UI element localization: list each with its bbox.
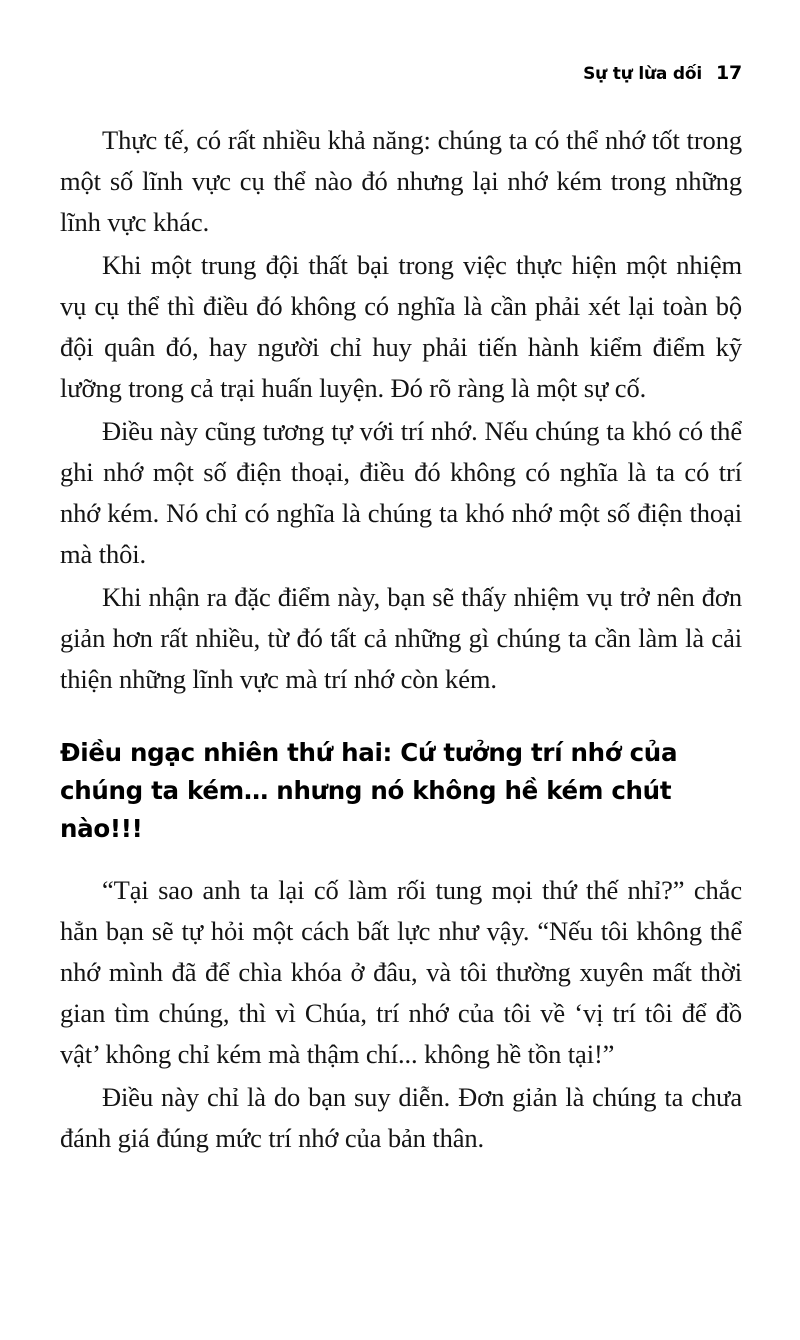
page-number: 17 [715,62,742,84]
paragraph: “Tại sao anh ta lại cố làm rối tung mọi thứ thế nhỉ?” chắc hẳn bạn sẽ tự hỏi một cách bất lực như vậy. “Nếu tôi không thể nhớ mình đã để chìa khóa ở đâu, và tôi thường xuyên mất thời gian tìm chúng, thì vì Chúa, trí nhớ của tôi về ‘vị trí tôi để đồ vật’ không chỉ kém mà thậm chí... không hề tồn tại!” [60,875,742,1069]
section-subheading: Điều ngạc nhiên thứ hai: Cứ tưởng trí nhớ của chúng ta kém… nhưng nó không hề kém chút nào!!! [60,738,678,843]
paragraph: Thực tế, có rất nhiều khả năng: chúng ta có thể nhớ tốt trong một số lĩnh vực cụ thể nào đó nhưng lại nhớ kém trong những lĩnh vực khác. [60,125,742,237]
page-body [60,120,742,1161]
running-header [583,62,742,84]
paragraph: Khi một trung đội thất bại trong việc thực hiện một nhiệm vụ cụ thể thì điều đó không có nghĩa là cần phải xét lại toàn bộ đội quân đó, hay người chỉ huy phải tiến hành kiểm điểm kỹ lưỡng trong cả trại huấn luyện. Đó rõ ràng là một sự cố. [60,250,742,403]
chapter-title: Sự tự lừa dối [583,64,702,84]
paragraph: Điều này cũng tương tự với trí nhớ. Nếu chúng ta khó có thể ghi nhớ một số điện thoại, điều đó không có nghĩa là ta có trí nhớ kém. Nó chỉ có nghĩa là chúng ta khó nhớ một số điện thoại mà thôi. [60,416,742,569]
paragraph: Khi nhận ra đặc điểm này, bạn sẽ thấy nhiệm vụ trở nên đơn giản hơn rất nhiều, từ đó tất cả những gì chúng ta cần làm là cải thiện những lĩnh vực mà trí nhớ còn kém. [60,582,742,694]
paragraph: Điều này chỉ là do bạn suy diễn. Đơn giản là chúng ta chưa đánh giá đúng mức trí nhớ của bản thân. [60,1082,742,1153]
